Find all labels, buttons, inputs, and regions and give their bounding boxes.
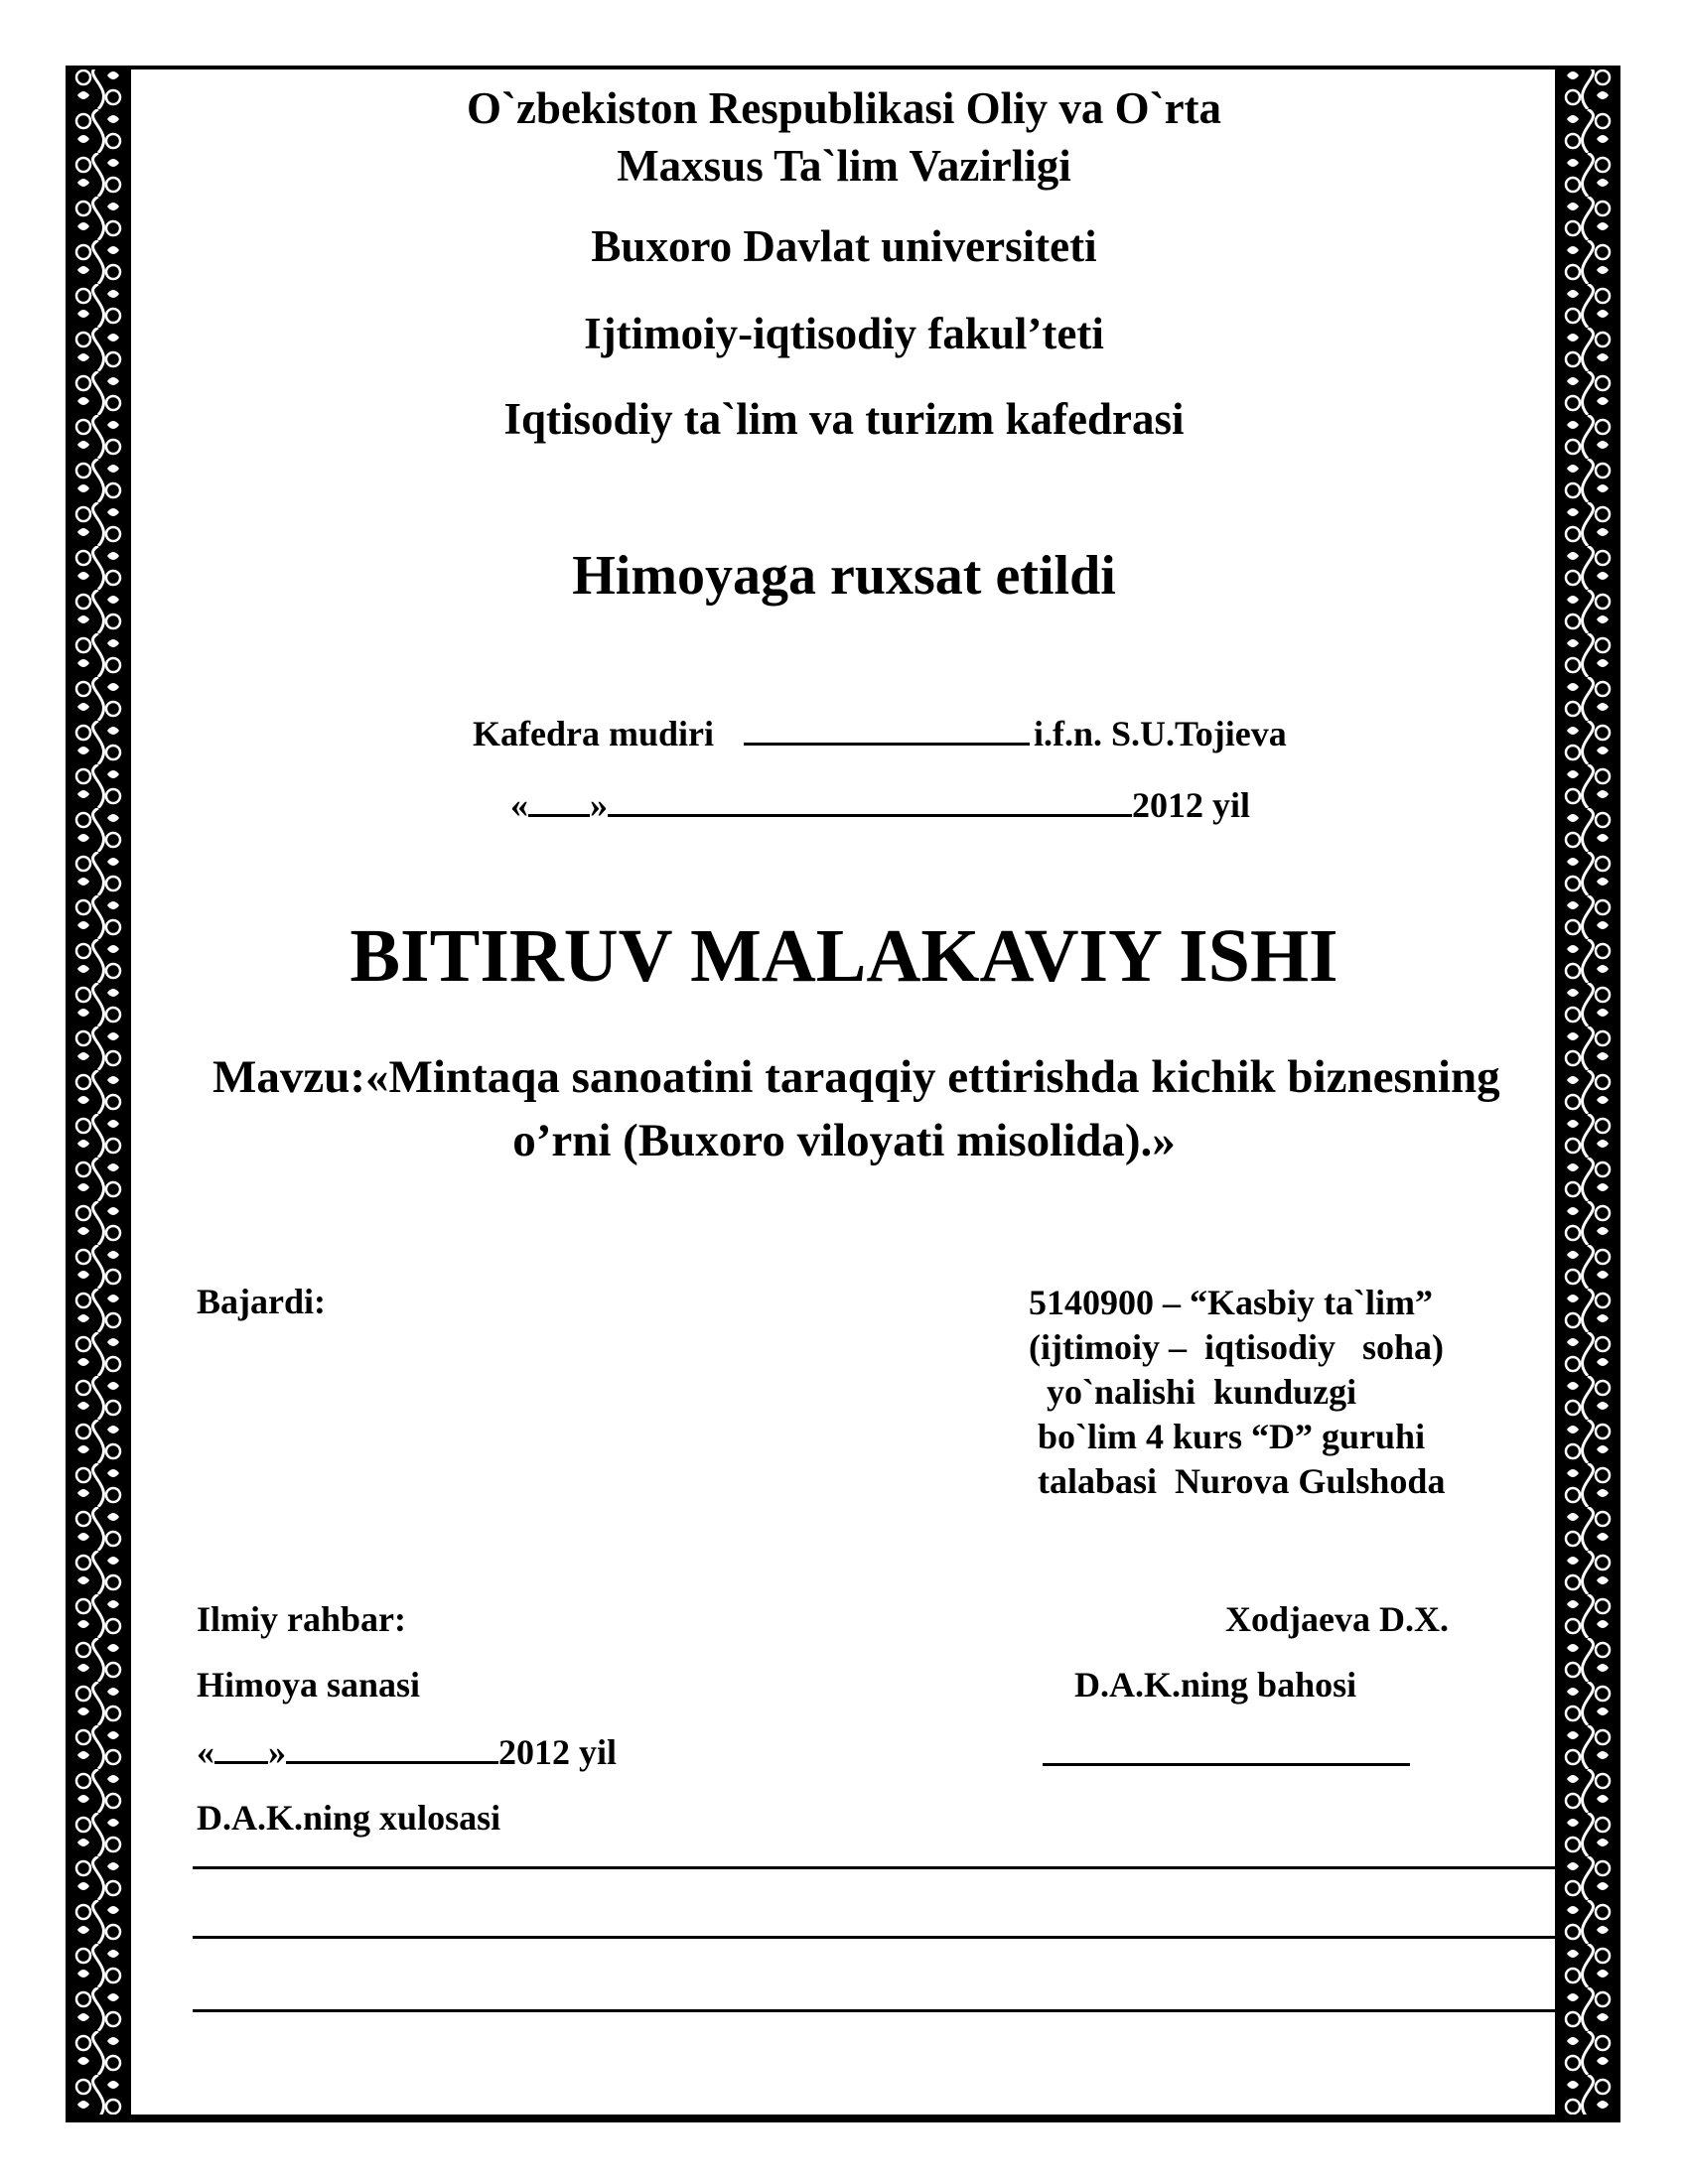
topic-line-1: Mavzu:«Mintaqa sanoatini taraqqiy ettirishda kichik biznesning <box>212 1051 1500 1103</box>
month-blank <box>608 784 1132 817</box>
ministry-line-1: O`zbekiston Respublikasi Oliy va O`rta <box>466 83 1222 133</box>
day-blank <box>528 784 590 817</box>
department-head-label: Kafedra mudiri <box>473 714 714 753</box>
author-info-line: bo`lim 4 kurs “D” guruhi <box>1029 1417 1426 1456</box>
grade-label: D.A.K.ning bahosi <box>1074 1665 1357 1705</box>
quote-open: « <box>510 785 528 825</box>
author-info-line: 5140900 – “Kasbiy ta`lim” <box>1029 1283 1434 1322</box>
grade-blank-line <box>1043 1763 1410 1766</box>
department-name: Iqtisodiy ta`lim va turizm kafedrasi <box>503 394 1185 444</box>
author-info-line: (ijtimoiy – iqtisodiy soha) <box>1029 1327 1445 1367</box>
topic-line-2: o’rni (Buxoro viloyati misolida).» <box>512 1115 1176 1166</box>
quote-open: « <box>197 1732 214 1772</box>
signature-line <box>744 713 1030 746</box>
conclusion-line <box>193 1866 1559 1869</box>
month-blank <box>286 1731 498 1764</box>
university-name: Buxoro Davlat universiteti <box>591 221 1097 271</box>
approval-year: 2012 yil <box>1132 785 1251 825</box>
conclusion-line <box>193 1936 1559 1939</box>
ministry-line-2: Maxsus Ta`lim Vazirligi <box>617 141 1071 191</box>
approval-title: Himoyaga ruxsat etildi <box>572 545 1116 607</box>
quote-close: » <box>268 1732 286 1772</box>
supervisor-label: Ilmiy rahbar: <box>197 1599 406 1639</box>
quote-close: » <box>590 785 608 825</box>
author-label: Bajardi: <box>197 1282 326 1321</box>
author-info <box>1029 1281 1445 1504</box>
conclusion-line <box>193 2009 1559 2012</box>
document-title: BITIRUV MALAKAVIY ISHI <box>350 914 1338 998</box>
defense-year: 2012 yil <box>498 1732 618 1772</box>
approval-date-row <box>510 784 1250 826</box>
department-head-row <box>473 713 1287 754</box>
author-info-line: yo`nalishi kunduzgi <box>1029 1372 1357 1412</box>
department-head-name: i.f.n. S.U.Tojieva <box>1033 714 1287 753</box>
ministry-heading <box>0 79 1688 195</box>
day-blank <box>214 1731 268 1764</box>
defense-date-row <box>197 1731 617 1773</box>
conclusion-label: D.A.K.ning xulosasi <box>197 1798 501 1838</box>
defense-date-label: Himoya sanasi <box>197 1665 421 1705</box>
faculty-name: Ijtimoiy-iqtisodiy fakul’teti <box>584 309 1104 358</box>
author-info-line: talabasi Nurova Gulshoda <box>1029 1461 1446 1501</box>
supervisor-name: Xodjaeva D.X. <box>1225 1599 1449 1639</box>
